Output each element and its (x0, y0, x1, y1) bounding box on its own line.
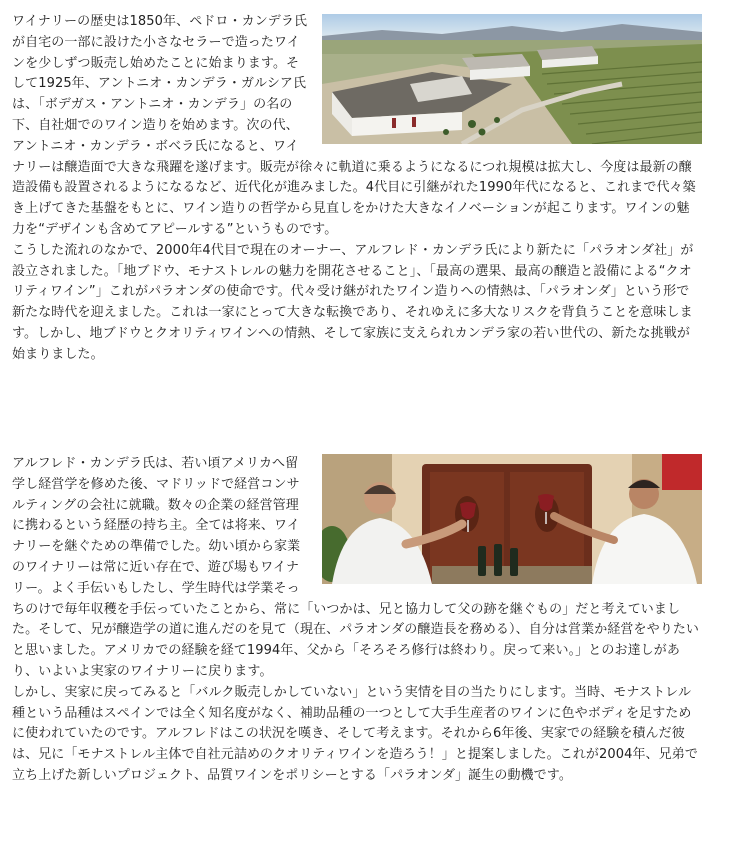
alfredo-paragraph-1: アルフレド・カンデラ氏は、若い頃アメリカへ留学し経営学を修めた後、マドリッドで経営コンサルティングの会社に就職。数々の企業の経営管理に携わるという経歴の持ち主。全ては将来、ワイナリーを継ぐための準備でした。幼い頃から家業のワイナリーは常に近い存在で、遊び場もワイナリー。よく手伝いもしたし、学生時代は学業そっちのけで毎年収穫を手伝っていたことから、常に「いつかは、兄と協力して父の跡を継ぐもの」だと考えていました。そして、兄が醸造学の道に進んだのを見て（現在、パラオンダの醸造長を務める）、自分は営業か経営をやりたいと思いました。アメリカでの経験を経て1994年、父から「そろそろ修行は終わり。戻って来い。」とのお達しがあり、いよいよ実家のワイナリーに戻ります。 (12, 456, 700, 679)
winery-aerial-photo (322, 14, 702, 144)
brothers-toast-illustration (322, 454, 702, 584)
alfredo-paragraph-2: しかし、実家に戻ってみると「バルク販売しかしていない」という実情を目の当たりにします。当時、モナストレル種という品種はスペインでは全く知名度がなく、補助品種の一つとして大手生産者のワインに色やボディを足すために使われていたのです。アルフレドはこの状況を嘆き、そして考えます。それから6年後、実家での経験を積んだ彼は、兄に「モナストレル主体で自社元詰めのクオリティワインを造ろう！」と提案しました。これが2004年、兄弟で立ち上げた新しいプロジェクト、品質ワインをポリシーとする「パラオンダ」誕生の動機です。 (12, 684, 698, 783)
brothers-toast-photo (322, 454, 702, 584)
history-paragraph-2: こうした流れのなかで、2000年4代目で現在のオーナー、アルフレド・カンデラ氏により新たに「パラオンダ社」が設立されました。「地ブドウ、モナストレルの魅力を開花させること」、「最高の選果、最高の醸造と設備による“クオリティワイン”」これがパラオンダの使命です。代々受け継がれたワイン造りへの情熱は、「パラオンダ」という形で新たな時代を迎えました。これは一家にとって大きな転換であり、それゆえに多大なリスクを背負うことを意味します。しかし、地ブドウとクオリティワインへの情熱、そして家族に支えられカンデラ家の若い世代の、新たな挑戦が始まりました。 (12, 242, 694, 362)
history-paragraph-1: ワイナリーの歴史は1850年、ペドロ・カンデラ氏が自宅の一部に設けた小さなセラーで造ったワインを少しずつ販売し始めたことに始まります。そして1925年、アントニオ・カンデラ・ガルシア氏は、「ボデガス・アントニオ・カンデラ」の名の下、自社畑でのワイン造りを始めます。次の代、アントニオ・カンデラ・ボベラ氏になると、ワイナリーは醸造面で大きな飛躍を遂げます。販売が徐々に軌道に乗るようになるにつれ規模は拡大し、今度は最新の醸造設備も設置されるようになるなど、近代化が進みました。4代目に引継がれた1990年代になると、これまで代々築き上げてきた基盤をもとに、ワイン造りの哲学から見直しをかけた大きなイノベーションが起こります。ワインの魅力を“デザインも含めてアピールする”というものです。 (12, 14, 696, 237)
history-section (12, 12, 702, 366)
winery-aerial-illustration (322, 14, 702, 144)
alfredo-section (12, 454, 702, 787)
